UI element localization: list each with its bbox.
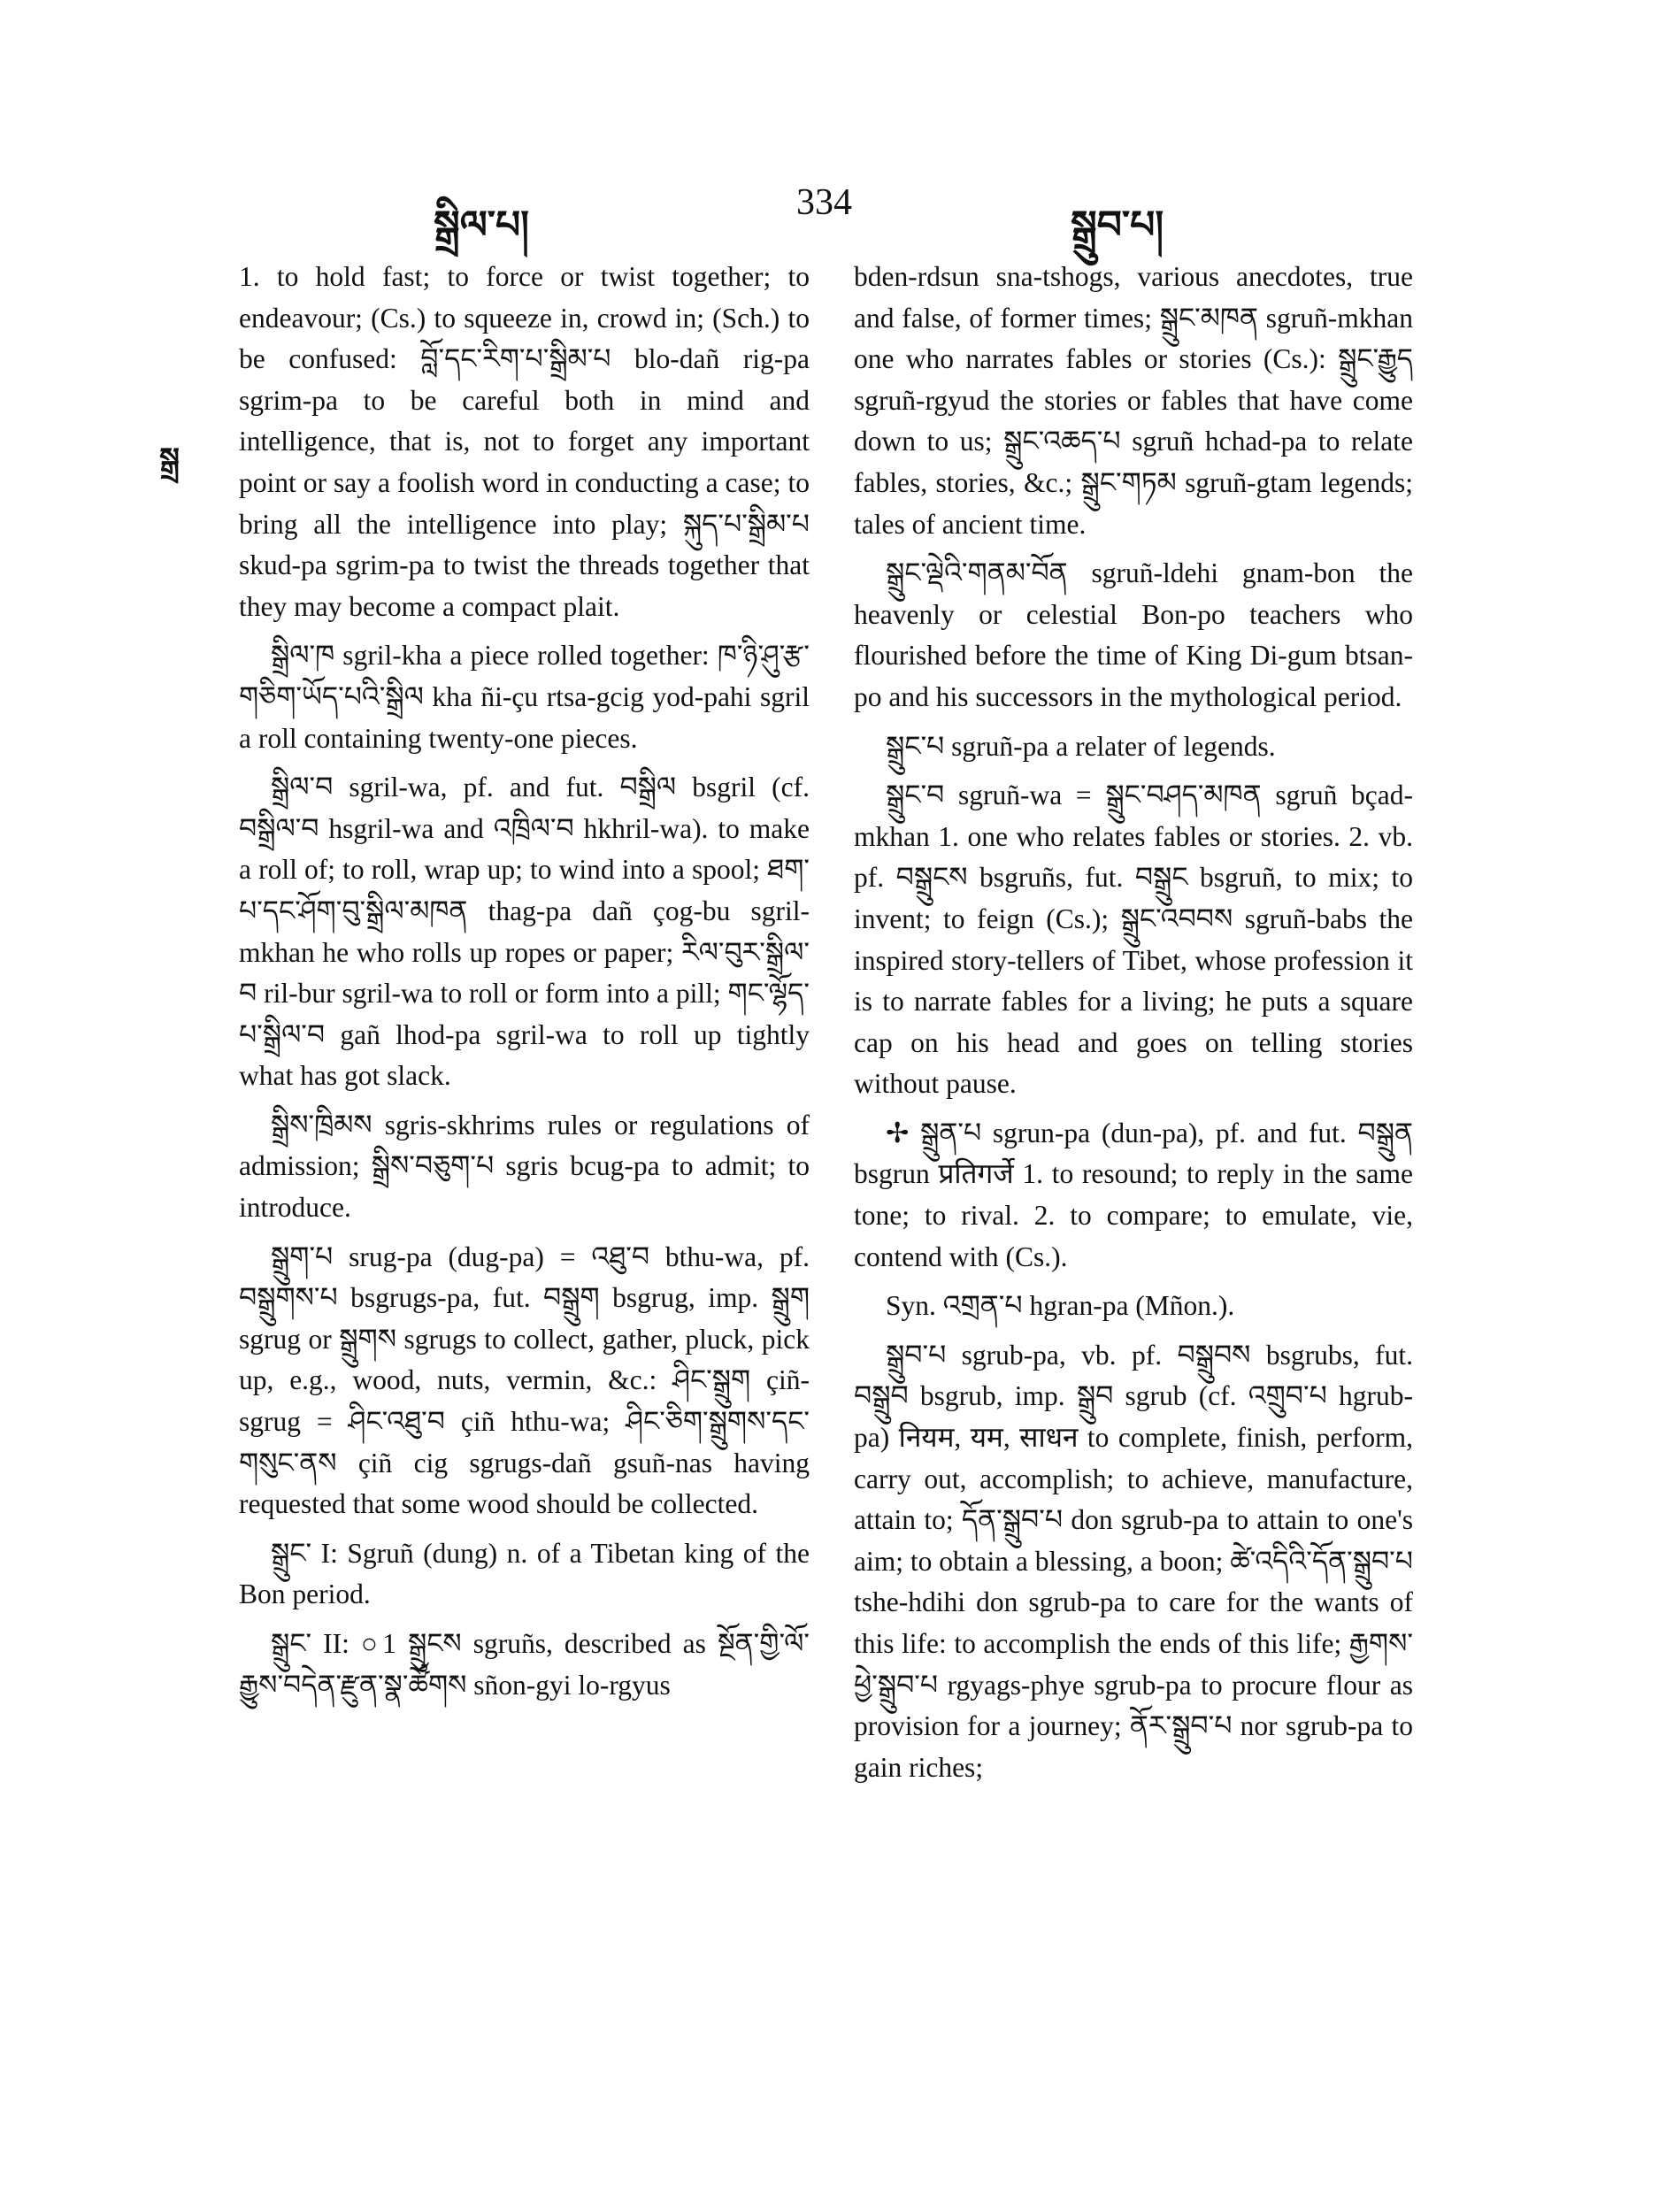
entry-paragraph: སྒྲུང་ I: Sgruñ (dung) n. of a Tibetan king of the Bon period. bbox=[239, 1537, 810, 1610]
margin-thumb-index: སྒྲ bbox=[159, 442, 180, 477]
left-running-headword: སྒྲིལ་པ། bbox=[434, 204, 529, 247]
entry-paragraph: ✢ སྒྲུན་པ sgrun-pa (dun-pa), pf. and fut. བསྒྲུན bsgrun प्रतिगर्जे 1. to resound; to reply in the same tone; to rival. 2. to compare; to emulate, vie, contend with (Cs.). bbox=[854, 1117, 1413, 1272]
page-header bbox=[0, 181, 1659, 247]
entry-paragraph: སྒྲིལ་བ sgril-wa, pf. and fut. བསྒྲིལ bsgril (cf. བསྒྲིལ་བ hsgril-wa and འཁྲིལ་བ hkhril-wa). to make a roll of; to roll, wrap up; to wind into a spool; ཐག་པ་དང་ཤོག་བུ་སྒྲིལ་མཁན thag-pa dañ çog-bu sgril-mkhan he who rolls up ropes or paper; རིལ་བུར་སྒྲིལ་བ ril-bur sgril-wa to roll or form into a pill; གང་ལྷོད་པ་སྒྲིལ་བ gañ lhod-pa sgril-wa to roll up tightly what has got slack. bbox=[239, 772, 810, 1092]
entry-paragraph: Syn. འགྲན་པ hgran-pa (Mñon.). bbox=[886, 1290, 1235, 1322]
right-running-headword: སྒྲུབ་པ། bbox=[1071, 204, 1164, 247]
entry-paragraph: 1. to hold fast; to force or twist together; to endeavour; (Cs.) to squeeze in, crowd in; (Sch.) to be confused: བློ་དང་རིག་པ་སྒྲིམ་པ blo-dañ rig-pa sgrim-pa to be careful both in mind and intelligence, that is, not to forget any important point or say a foolish word in conducting a case; to bring all the intelligence into play; སྐུད་པ་སྒྲིམ་པ skud-pa sgrim-pa to twist the threads together that they may become a compact plait. bbox=[239, 261, 810, 622]
right-column bbox=[854, 257, 1413, 1796]
entry-paragraph: སྒྲུང་ II: ○1 སྒྲུངས sgruñs, described as སྔོན་གྱི་ལོ་རྒྱུས་བདེན་རྫུན་སྣ་ཚོགས sñon-gyi lo-rgyus bbox=[239, 1628, 810, 1701]
entry-paragraph: སྒྲུག་པ srug-pa (dug-pa) = འཐུ་བ bthu-wa, pf. བསྒྲུགས་པ bsgrugs-pa, fut. བསྒྲུག bsgrug, imp. སྒྲུག sgrug or སྒྲུགས sgrugs to collect, gather, pluck, pick up, e.g., wood, nuts, vermin, &c.: ཤིང་སྒྲུག çiñ-sgrug = ཤིང་འཐུ་བ çiñ hthu-wa; ཤིང་ཅིག་སྒྲུགས་དང་གསུང་ནས çiñ cig sgrugs-dañ gsuñ-nas having requested that some wood should be collected. bbox=[239, 1240, 810, 1520]
page-number: 334 bbox=[796, 182, 852, 223]
entry-paragraph: སྒྲིས་ཁྲིམས sgris-skhrims rules or regulations of admission; སྒྲིས་བཅུག་པ sgris bcug-pa to admit; to introduce. bbox=[239, 1109, 810, 1224]
entry-paragraph: སྒྲུང་བ sgruñ-wa = སྒྲུང་བཤད་མཁན sgruñ bçad-mkhan 1. one who relates fables or stories. 2. vb. pf. བསྒྲུངས bsgruñs, fut. བསྒྲུང bsgruñ, to mix; to invent; to feign (Cs.); སྒྲུང་འབབས sgruñ-babs the inspired story-tellers of Tibet, whose profession it is to narrate fables for a living; he puts a square cap on his head and goes on telling stories without pause. bbox=[854, 780, 1413, 1100]
entry-paragraph: སྒྲུང་ལྡེའི་གནམ་བོན sgruñ-ldehi gnam-bon the heavenly or celestial Bon-po teachers who flourished before the time of King Di-gum btsan-po and his successors in the mythological period. bbox=[854, 557, 1413, 712]
entry-paragraph: bden-rdsun sna-tshogs, various anecdotes, true and false, of former times; སྒྲུང་མཁན sgruñ-mkhan one who narrates fables or stories (Cs.): སྒྲུང་རྒྱུད sgruñ-rgyud the stories or fables that have come down to us; སྒྲུང་འཆད་པ sgruñ hchad-pa to relate fables, stories, &c.; སྒྲུང་གཏམ sgruñ-gtam legends; tales of ancient time. bbox=[854, 261, 1413, 540]
entry-paragraph: སྒྲིལ་ཁ sgril-kha a piece rolled together: ཁ་ཉི་ཤུ་རྩ་གཅིག་ཡོད་པའི་སྒྲིལ kha ñi-çu rtsa-gcig yod-pahi sgril a roll containing twenty-one pieces. bbox=[239, 640, 810, 754]
entry-paragraph: སྒྲུབ་པ sgrub-pa, vb. pf. བསྒྲུབས bsgrubs, fut. བསྒྲུབ bsgrub, imp. སྒྲུབ sgrub (cf. འགྲུབ་པ hgrub-pa) नियम, यम, साधन to complete, finish, perform, carry out, accomplish; to achieve, manufacture, attain to; དོན་སྒྲུབ་པ don sgrub-pa to attain to one's aim; to obtain a blessing, a boon; ཚེ་འདིའི་དོན་སྒྲུབ་པ tshe-hdihi don sgrub-pa to care for the wants of this life: to accomplish the ends of this life; རྒྱགས་ཕྱེ་སྒྲུབ་པ rgyags-phye sgrub-pa to procure flour as provision for a journey; ནོར་སྒྲུབ་པ nor sgrub-pa to gain riches; bbox=[854, 1339, 1413, 1783]
left-column bbox=[239, 257, 810, 1714]
entry-paragraph: སྒྲུང་པ sgruñ-pa a relater of legends. bbox=[886, 730, 1276, 762]
